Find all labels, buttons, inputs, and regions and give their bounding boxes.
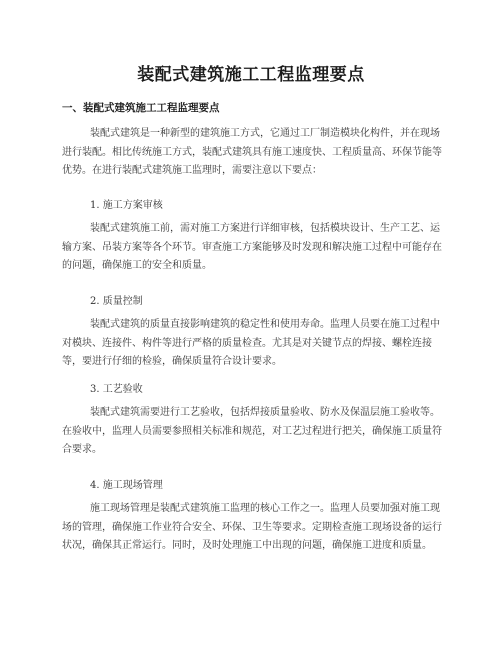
document-title: 装配式建筑施工工程监理要点 (137, 65, 365, 85)
item-title-2: 2. 质量控制 (90, 296, 143, 307)
item-paragraph-4: 施工现场管理是装配式建筑施工监理的核心工作之一。监理人员要加强对施工现场的管理，确保施工作业符合安全、环保、卫生等要求。定期检查施工现场设备的运行状况，确保其正常运行。同时，及时处理施工中出现的问题，确保施工进度和质量。 (62, 503, 442, 551)
item-paragraph-2: 装配式建筑的质量直接影响建筑的稳定性和使用寿命。监理人员要在施工过程中对模块、连接件、构件等进行严格的质量检查。尤其是对关键节点的焊接、螺栓连接等，要进行仔细的检验，确保质量符合设计要求。 (62, 319, 440, 367)
section-heading: 一、装配式建筑施工工程监理要点 (62, 102, 220, 114)
item-paragraph-3: 装配式建筑需要进行工艺验收，包括焊接质量验收、防水及保温层施工验收等。在验收中，监理人员需要参照相关标准和规范，对工艺过程进行把关，确保施工质量符合要求。 (62, 407, 442, 455)
intro-paragraph: 装配式建筑是一种新型的建筑施工方式，它通过工厂制造模块化构件，并在现场进行装配。相比传统施工方式，装配式建筑具有施工速度快、工程质量高、环保节能等优势。在进行装配式建筑施工监理时，需要注意以下要点： (62, 128, 442, 176)
item-paragraph-1: 装配式建筑施工前，需对施工方案进行详细审核，包括模块设计、生产工艺、运输方案、吊装方案等各个环节。审查施工方案能够及时发现和解决施工过程中可能存在的问题，确保施工的安全和质量。 (62, 223, 442, 271)
item-title-1: 1. 施工方案审核 (90, 200, 163, 211)
item-title-3: 3. 工艺验收 (90, 384, 143, 395)
item-title-4: 4. 施工现场管理 (90, 480, 163, 491)
